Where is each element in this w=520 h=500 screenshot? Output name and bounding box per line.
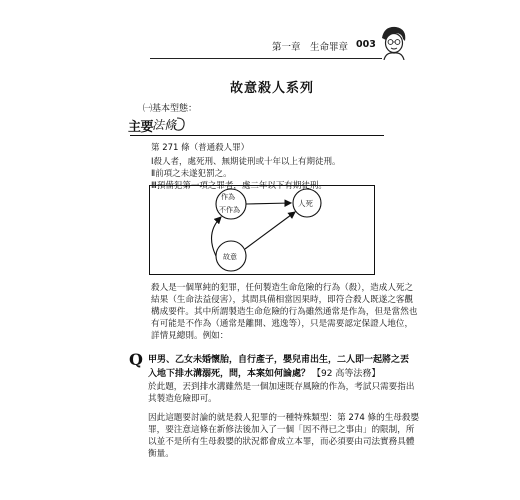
act-label: 作為 — [221, 193, 235, 201]
subsection-label: ㈠基本型態： — [143, 104, 198, 114]
intent-label: 故意 — [223, 253, 237, 261]
explanation-line-3: 構成要件。其中所謂製造生命危險的行為雖然通常是作為，但是當然也 — [151, 307, 418, 317]
question-line-2: 入地下排水溝溺死，問，本案如何論處？ — [148, 369, 311, 379]
omission-label: 不作為 — [219, 206, 240, 214]
closing-line-2: 罪，要注意這條在新修法後加入了一個「因不得已之事由」的限制，所 — [148, 425, 415, 435]
key-heading-swirl-icon — [127, 114, 189, 136]
header-rule — [150, 58, 382, 59]
page-number: 003 — [356, 39, 376, 50]
chapter-header: 第一章 生命罪章 — [272, 42, 349, 53]
intent-to-act-arrow — [212, 217, 221, 256]
closing-line-4: 衡量。 — [148, 449, 174, 459]
question-source: 【92 高等法務】 — [312, 369, 381, 379]
law-article-title: 第 271 條（普通殺人罪） — [151, 143, 250, 153]
explanation-line-2: 結果（生命法益侵害），其間具備相當因果時，即符合殺人既遂之客觀 — [151, 295, 414, 305]
heading-rule — [130, 135, 384, 136]
law-clause-2: Ⅱ前項之未遂犯罰之。 — [151, 169, 232, 179]
explanation-line-5: 詳情見總則。例如： — [151, 331, 229, 341]
answer-line-1: 於此題，丟到排水溝雖然是一個加速既存風險的作為，考試只需要指出 — [148, 382, 415, 392]
causation-diagram — [149, 185, 375, 275]
key-heading-label: 主要 — [128, 120, 154, 135]
death-label: 人死 — [298, 199, 313, 208]
section-title: 故意殺人系列 — [230, 81, 315, 96]
author-portrait-icon — [376, 24, 410, 60]
question-mark-icon: Q — [129, 350, 143, 369]
act-to-death-arrow — [246, 203, 291, 204]
explanation-line-1: 殺人是一個單純的犯罪，任何製造生命危險的行為（殺），造成人死之 — [151, 283, 414, 293]
question-line-1: 甲男、乙女未婚懷胎，自行產子，嬰兒甫出生，二人即一起將之丟 — [148, 355, 410, 365]
intent-to-death-arrow — [245, 212, 295, 249]
law-clause-1: Ⅰ殺人者，處死刑、無期徒刑或十年以上有期徒刑。 — [151, 157, 341, 167]
answer-line-2: 其製造危險即可。 — [148, 394, 217, 404]
closing-line-3: 以並不是所有生母殺嬰的狀況都會成立本罪，而必須要由司法實務具體 — [148, 437, 415, 447]
law-clause-3: Ⅲ預備犯第一項之罪者，處二年以下有期徒刑。 — [151, 181, 327, 191]
key-heading-decoration: 法條 — [152, 118, 177, 132]
closing-line-1: 因此這題要討論的就是殺人犯罪的一種特殊類型：第 274 條的生母殺嬰 — [148, 413, 420, 423]
explanation-line-4: 有可能是不作為（通常是離開、逃逸等），只是需要認定保證人地位， — [151, 319, 414, 329]
